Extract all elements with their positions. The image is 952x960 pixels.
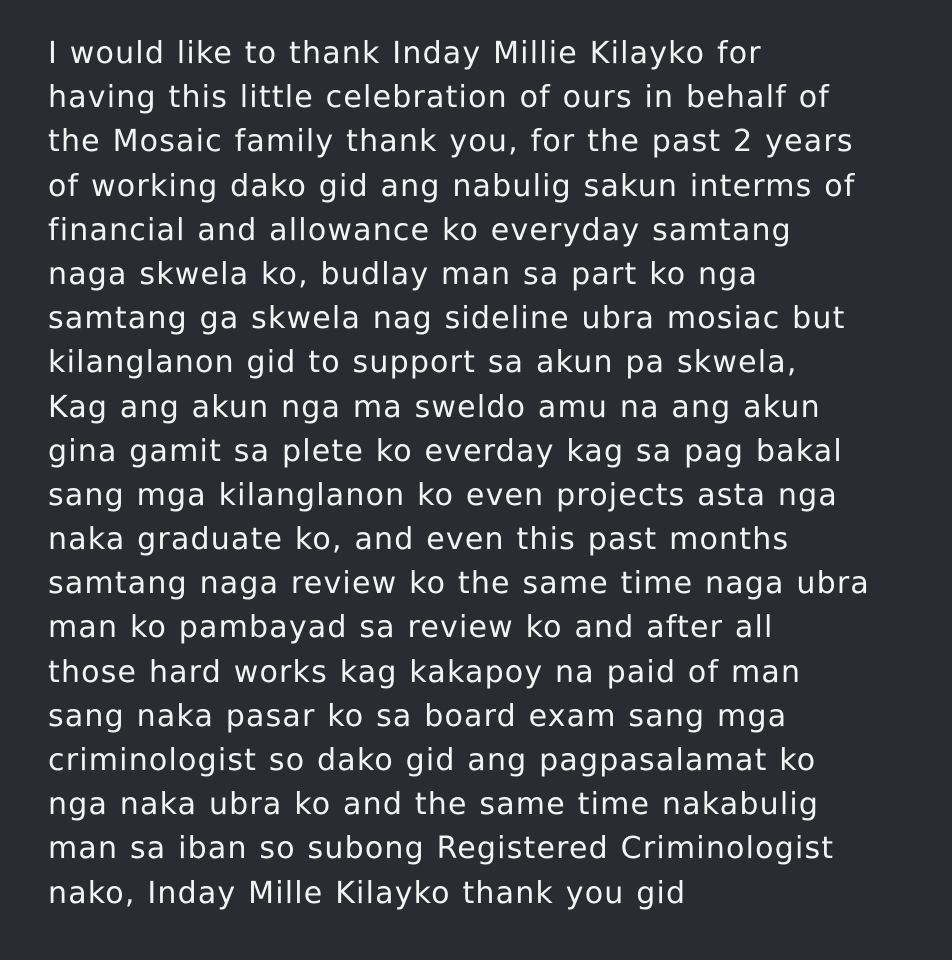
- post-line-20: nako, Inday Mille Kilayko thank you gid: [48, 875, 687, 911]
- post-line-15: those hard works kag kakapoy na paid of man: [48, 654, 802, 690]
- post-message: [48, 32, 928, 916]
- post-line-4: of working dako gid ang nabulig sakun interms of: [48, 168, 856, 204]
- post-line-12: naka graduate ko, and even this past months: [48, 522, 790, 558]
- post-line-8: kilanglanon gid to support sa akun pa skwela,: [48, 345, 798, 381]
- post-line-10: gina gamit sa plete ko everday kag sa pag bakal: [48, 433, 843, 469]
- post-line-5: financial and allowance ko everyday samtang: [48, 212, 792, 248]
- post-line-7: samtang ga skwela nag sideline ubra mosiac but: [48, 301, 846, 337]
- post-line-19: man sa iban so subong Registered Criminologist: [48, 831, 835, 867]
- post-line-11: sang mga kilanglanon ko even projects asta nga: [48, 477, 838, 513]
- post-line-17: criminologist so dako gid ang pagpasalamat ko: [48, 743, 817, 778]
- post-line-16: sang naka pasar ko sa board exam sang mga: [48, 698, 788, 734]
- post-line-14: man ko pambayad sa review ko and after all: [48, 610, 774, 646]
- post-line-9: Kag ang akun nga ma sweldo amu na ang akun: [48, 389, 821, 425]
- post-line-6: naga skwela ko, budlay man sa part ko nga: [48, 256, 759, 292]
- post-line-13: samtang naga review ko the same time naga ubra: [48, 566, 870, 602]
- post-line-3: the Mosaic family thank you, for the past 2 years: [48, 124, 854, 160]
- post-line-2: having this little celebration of ours in behalf of: [48, 80, 831, 116]
- post-line-1: I would like to thank Inday Millie Kilayko for: [48, 36, 762, 71]
- post-line-18: nga naka ubra ko and the same time nakabulig: [48, 787, 820, 823]
